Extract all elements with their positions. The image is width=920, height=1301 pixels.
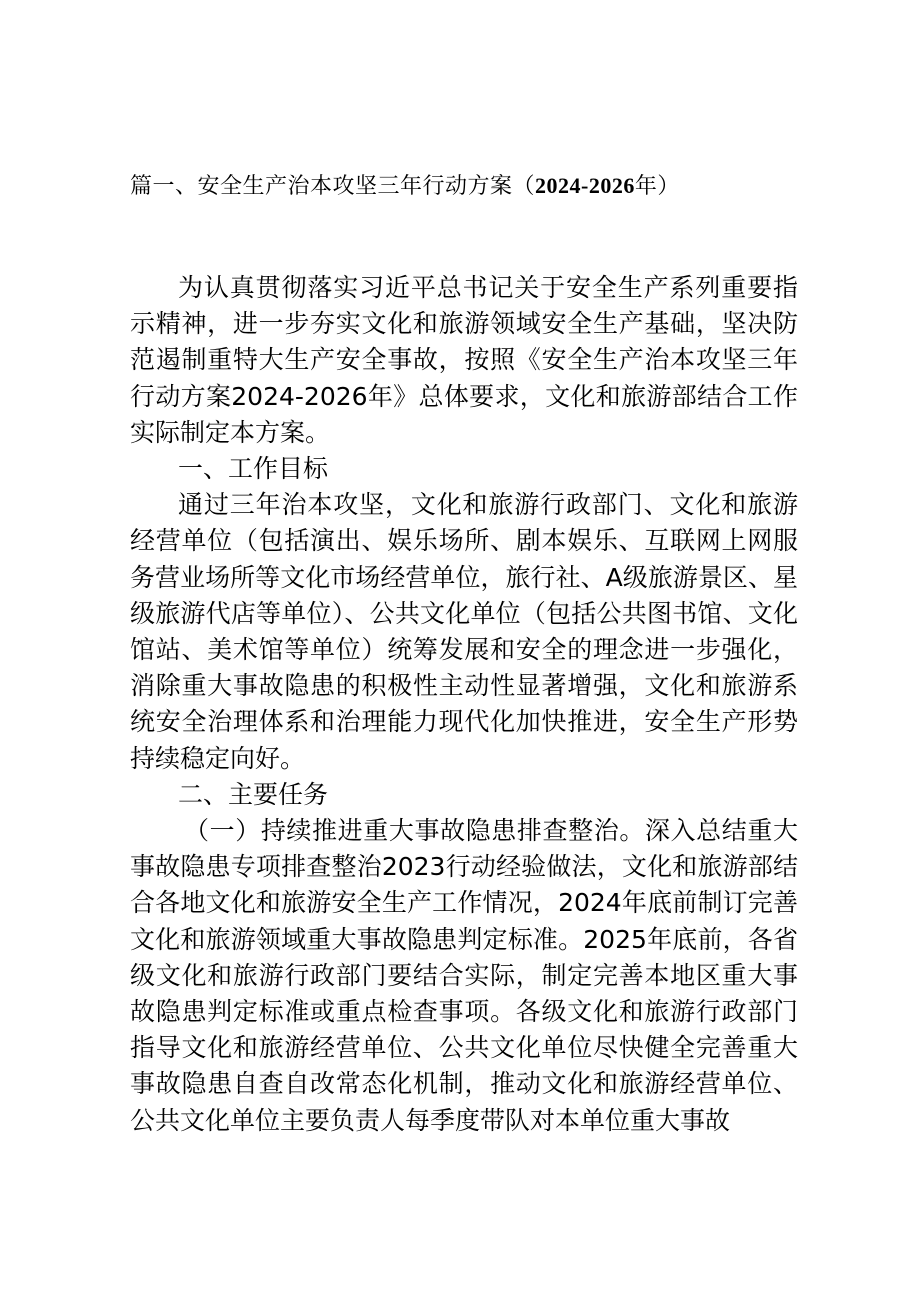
document-body [130,270,798,1139]
title-prefix: 篇一、安全生产治本攻坚三年行动方案（ [130,174,536,199]
title-years: 2024-2026 [535,173,635,198]
task-1-paragraph: （一）持续推进重大事故隐患排查整治。深入总结重大事故隐患专项排查整治2023行动经验做法，文化和旅游部结合各地文化和旅游安全生产工作情况，2024年底前制订完善文化和旅游领域重大事故隐患判定标准。2025年底前，各省级文化和旅游行政部门要结合实际，制定完善本地区重大事故隐患判定标准或重点检查事项。各级文化和旅游行政部门指导文化和旅游经营单位、公共文化单位尽快健全完善重大事故隐患自查自改常态化机制，推动文化和旅游经营单位、公共文化单位主要负责人每季度带队对本单位重大事故 [130,816,798,1135]
section-heading-work-goals: 一、工作目标 [178,454,329,484]
work-goals-paragraph: 通过三年治本攻坚，文化和旅游行政部门、文化和旅游经营单位（包括演出、娱乐场所、剧本娱乐、互联网上网服务营业场所等文化市场经营单位，旅行社、A级旅游景区、星级旅游代店等单位）、公共文化单位（包括公共图书馆、文化馆站、美术馆等单位）统筹发展和安全的理念进一步强化，消除重大事故隐患的积极性主动性显著增强，文化和旅游系统安全治理体系和治理能力现代化加快推进，安全生产形势持续稳定向好。 [130,490,798,773]
intro-paragraph: 为认真贯彻落实习近平总书记关于安全生产系列重要指示精神，进一步夯实文化和旅游领域安全生产基础，坚决防范遏制重特大生产安全事故，按照《安全生产治本攻坚三年行动方案2024-2026年》总体要求，文化和旅游部结合工作实际制定本方案。 [130,273,798,447]
title-suffix: 年） [634,174,680,199]
section-heading-main-tasks: 二、主要任务 [178,779,329,809]
document-title [130,168,830,205]
